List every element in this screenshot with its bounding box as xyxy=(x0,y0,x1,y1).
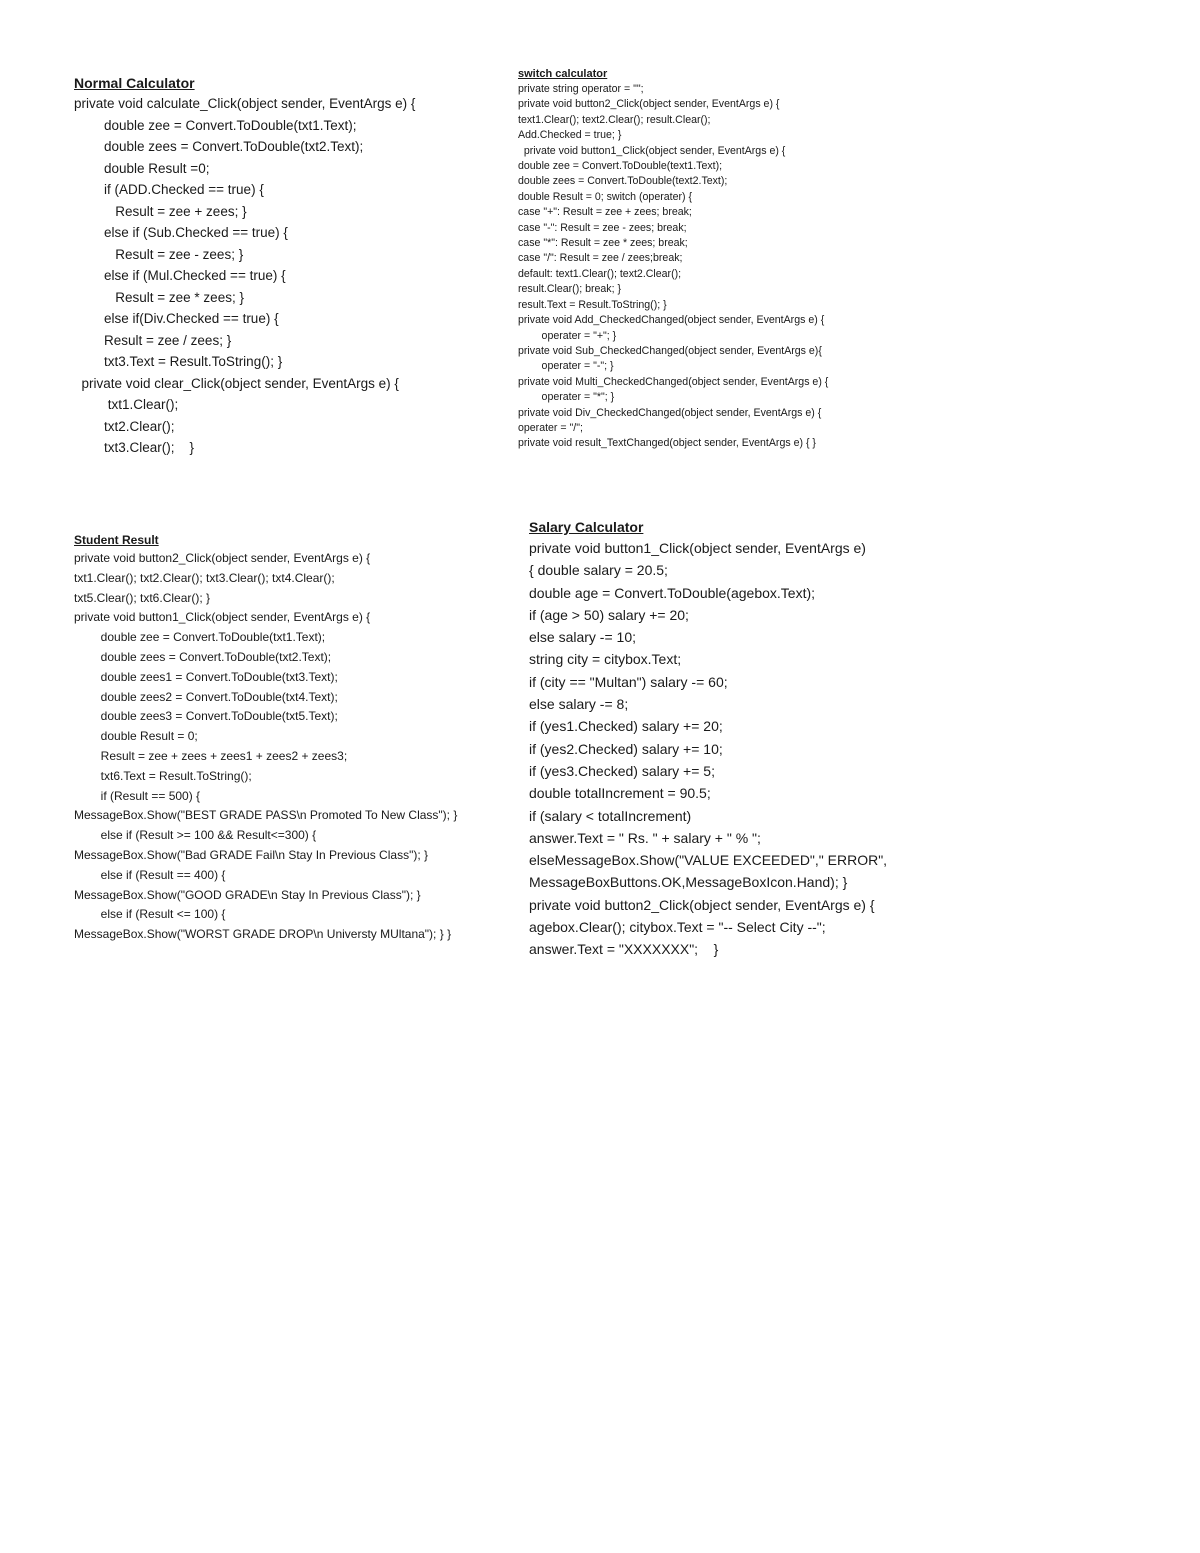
code-line: MessageBox.Show("Bad GRADE Fail\n Stay In Previous Class"); } xyxy=(74,847,428,862)
code-line: case "*": Result = zee * zees; break; xyxy=(518,237,688,250)
code-line: string city = citybox.Text; xyxy=(529,651,682,668)
code-line: answer.Text = " Rs. " + salary + " % "; xyxy=(529,829,761,846)
code-line: MessageBoxButtons.OK,MessageBoxIcon.Hand); } xyxy=(529,874,848,891)
code-line: private void button1_Click(object sender, EventArgs e) xyxy=(529,540,866,556)
code-line: result.Text = Result.ToString(); } xyxy=(518,298,667,311)
section-title: Normal Calculator xyxy=(74,75,195,91)
code-block xyxy=(529,537,949,961)
code-block xyxy=(518,82,938,452)
code-line: double Result = 0; xyxy=(74,729,198,744)
code-line: txt1.Clear(); xyxy=(74,397,179,412)
code-line: else if (Result == 400) { xyxy=(74,867,226,882)
code-line: elseMessageBox.Show("VALUE EXCEEDED"," ERROR", xyxy=(529,852,888,869)
code-line: double zees = Convert.ToDouble(txt2.Text); xyxy=(74,139,364,154)
code-line: double zees3 = Convert.ToDouble(txt5.Text); xyxy=(74,709,338,724)
code-line: else if (Result <= 100) { xyxy=(74,907,226,922)
code-line: result.Clear(); break; } xyxy=(518,283,622,296)
code-line: if (ADD.Checked == true) { xyxy=(74,182,264,197)
code-line: case "-": Result = zee - zees; break; xyxy=(518,221,687,234)
code-line: if (salary < totalIncrement) xyxy=(529,807,692,824)
code-line: double zee = Convert.ToDouble(txt1.Text); xyxy=(74,117,357,133)
code-line: MessageBox.Show("BEST GRADE PASS\n Promoted To New Class"); } xyxy=(74,808,458,823)
code-line: Add.Checked = true; } xyxy=(518,129,622,142)
normal-calculator-section xyxy=(74,73,514,459)
code-line: MessageBox.Show("WORST GRADE DROP\n Universty MUltana"); } } xyxy=(74,927,452,942)
code-line: if (yes2.Checked) salary += 10; xyxy=(529,740,723,757)
code-line: Result = zee * zees; } xyxy=(74,289,244,305)
code-line: txt3.Clear(); } xyxy=(74,440,195,455)
code-line: txt6.Text = Result.ToString(); xyxy=(74,768,252,783)
code-line: else if(Div.Checked == true) { xyxy=(74,311,279,326)
section-title: Student Result xyxy=(74,533,159,547)
code-line: text1.Clear(); text2.Clear(); result.Clear(); xyxy=(518,113,711,126)
code-line: Result = zee - zees; } xyxy=(74,246,244,262)
code-line: else if (Sub.Checked == true) { xyxy=(74,225,288,240)
code-line: else salary -= 10; xyxy=(529,629,636,646)
code-line: agebox.Clear(); citybox.Text = "-- Select City --"; xyxy=(529,919,826,936)
code-line: else if (Mul.Checked == true) { xyxy=(74,268,286,283)
salary-calculator-section xyxy=(529,517,949,961)
code-line: if (age > 50) salary += 20; xyxy=(529,606,689,623)
code-line: Result = zee / zees; } xyxy=(74,332,232,348)
code-line: else salary -= 8; xyxy=(529,696,629,713)
section-title: switch calculator xyxy=(518,68,608,80)
code-line: double zees2 = Convert.ToDouble(txt4.Text); xyxy=(74,689,338,704)
code-line: double age = Convert.ToDouble(agebox.Text); xyxy=(529,584,816,601)
code-line: Result = zee + zees + zees1 + zees2 + zees3; xyxy=(74,748,348,763)
code-line: txt3.Text = Result.ToString(); } xyxy=(74,354,283,369)
code-line: double zee = Convert.ToDouble(txt1.Text); xyxy=(74,630,326,645)
code-line: double Result =0; xyxy=(74,160,210,176)
code-line: private string operator = ""; xyxy=(518,83,644,95)
code-line: private void button2_Click(object sender, EventArgs e) { xyxy=(518,98,780,111)
code-line: txt5.Clear(); txt6.Clear(); } xyxy=(74,590,211,605)
code-line: double totalIncrement = 90.5; xyxy=(529,785,711,802)
code-line: private void Div_CheckedChanged(object sender, EventArgs e) { xyxy=(518,406,822,419)
code-line: MessageBox.Show("GOOD GRADE\n Stay In Previous Class"); } xyxy=(74,887,421,902)
code-line: case "+": Result = zee + zees; break; xyxy=(518,206,692,219)
code-line: private void Multi_CheckedChanged(object sender, EventArgs e) { xyxy=(518,375,829,388)
code-line: { double salary = 20.5; xyxy=(529,562,668,579)
code-line: double zee = Convert.ToDouble(text1.Text); xyxy=(518,160,723,173)
code-line: operater = "-"; } xyxy=(518,360,614,373)
code-line: double Result = 0; switch (operater) { xyxy=(518,190,693,203)
code-line: case "/": Result = zee / zees;break; xyxy=(518,252,683,265)
code-line: private void result_TextChanged(object sender, EventArgs e) { } xyxy=(518,437,816,450)
code-line: operater = "+"; } xyxy=(518,329,617,342)
code-line: operater = "/"; xyxy=(518,421,583,434)
code-line: default: text1.Clear(); text2.Clear(); xyxy=(518,267,682,280)
code-block xyxy=(74,93,514,459)
code-line: private void Sub_CheckedChanged(object sender, EventArgs e){ xyxy=(518,344,822,357)
code-line: private void button1_Click(object sender, EventArgs e) { xyxy=(74,610,371,625)
code-line: private void button2_Click(object sender, EventArgs e) { xyxy=(74,551,371,565)
section-title: Salary Calculator xyxy=(529,519,644,535)
switch-calculator-section xyxy=(518,67,938,452)
code-line: private void Add_CheckedChanged(object sender, EventArgs e) { xyxy=(518,314,825,327)
student-result-section xyxy=(74,532,514,945)
code-line: private void button2_Click(object sender, EventArgs e) { xyxy=(529,896,875,913)
code-line: double zees = Convert.ToDouble(text2.Text); xyxy=(518,175,728,188)
code-line: private void button1_Click(object sender, EventArgs e) { xyxy=(518,144,786,157)
code-line: operater = "*"; } xyxy=(518,391,615,404)
code-line: txt2.Clear(); xyxy=(74,418,175,434)
code-line: Result = zee + zees; } xyxy=(74,203,247,219)
code-line: if (yes1.Checked) salary += 20; xyxy=(529,718,723,735)
code-line: if (city == "Multan") salary -= 60; xyxy=(529,673,728,690)
code-line: private void clear_Click(object sender, EventArgs e) { xyxy=(74,375,399,391)
code-line: if (Result == 500) { xyxy=(74,788,201,803)
code-line: private void calculate_Click(object sender, EventArgs e) { xyxy=(74,96,416,111)
code-line: double zees = Convert.ToDouble(txt2.Text); xyxy=(74,649,332,664)
code-line: answer.Text = "XXXXXXX"; } xyxy=(529,941,719,958)
code-block xyxy=(74,549,514,945)
code-line: if (yes3.Checked) salary += 5; xyxy=(529,762,715,779)
code-line: txt1.Clear(); txt2.Clear(); txt3.Clear(); txt4.Clear(); xyxy=(74,570,335,585)
code-line: double zees1 = Convert.ToDouble(txt3.Text); xyxy=(74,669,338,684)
code-line: else if (Result >= 100 && Result<=300) { xyxy=(74,828,317,843)
